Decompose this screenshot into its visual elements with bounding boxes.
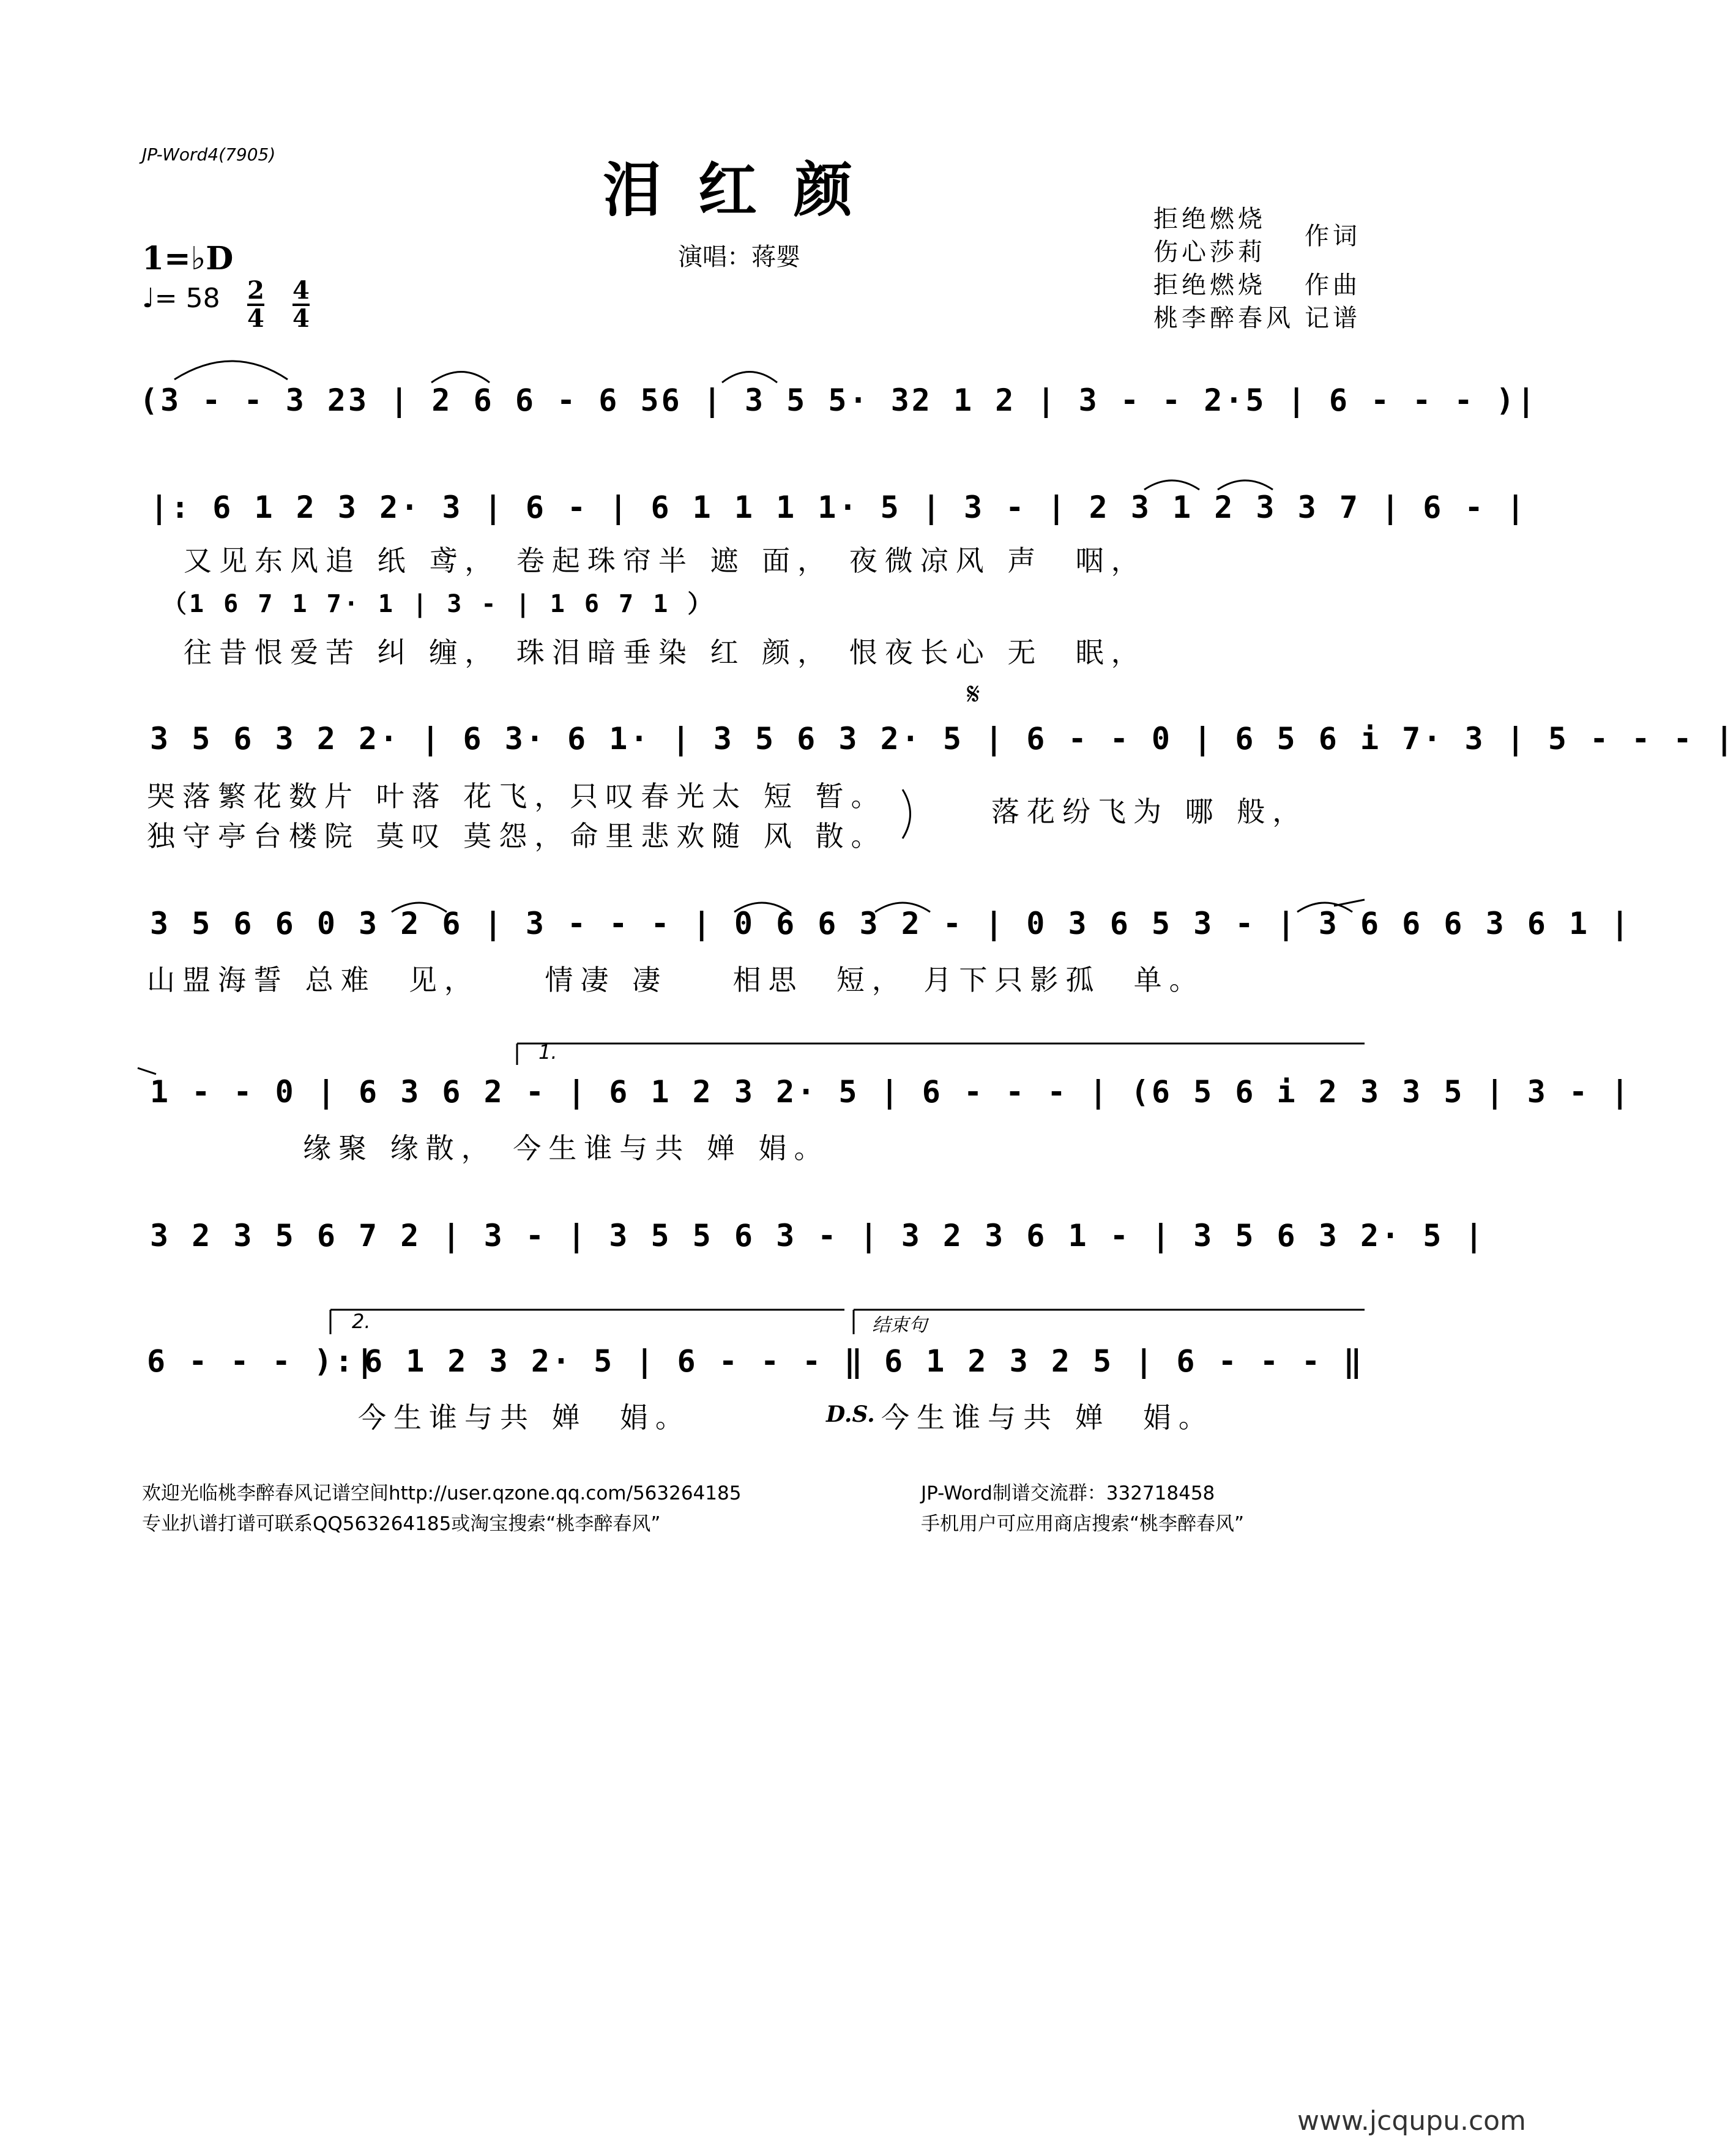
credit-role-transcriber: 记谱: [1305, 304, 1361, 332]
score-line-7c: 6 1 2 3 2 5 | 6 - - - ‖: [884, 1343, 1365, 1379]
score-line-7a: 6 - - - ):|: [147, 1343, 377, 1379]
lyric-line-2b: 往昔恨爱苦 纠 缠， 珠泪暗垂染 红 颜， 恨夜长心 无 眠，: [184, 636, 1147, 669]
segno-sign: 𝄋: [967, 676, 980, 712]
watermark: www.jcqupu.com: [1297, 2105, 1526, 2137]
time-signature-1: 2 4: [247, 276, 264, 333]
score-line-5: 1 - - 0 | 6 3 6 2 - | 6 1 2 3 2· 5 | 6 - - - | (6 5 6 i 2 3 3 5 | 3 - |: [150, 1074, 1632, 1110]
score-line-3: 3 5 6 3 2 2· | 6 3· 6 1· | 3 5 6 3 2· 5 | 6 - - 0 | 6 5 6 i 7· 3 | 5 - - - |: [150, 721, 1736, 756]
footer-line-1-right: JP-Word制谱交流群：332718458: [921, 1482, 1215, 1504]
credit-transcriber: 桃李醉春风: [1153, 304, 1294, 332]
score-line-4: 3 5 6 6 0 3 2 6 | 3 - - - | 0 6 6 3 2 - | 0 3 6 5 3 - | 3 6 6 6 3 6 1 |: [150, 906, 1632, 941]
credit-lyricist-1: 拒绝燃烧: [1153, 205, 1266, 233]
credit-composer: 拒绝燃烧: [1153, 271, 1266, 299]
lyric-line-3-right: 落花纷飞为 哪 般，: [991, 795, 1308, 828]
tempo-marking: ♩= 58: [142, 283, 220, 314]
score-line-2-alt: （1 6 7 1 7· 1 | 3 - | 1 6 7 1 ）: [162, 590, 715, 618]
volta-2-label: 2.: [352, 1310, 371, 1333]
lyric-line-3a: 哭落繁花数片 叶落 花飞，只叹春光太 短 暂。: [147, 780, 887, 813]
lyric-line-4: 山盟海誓 总难 见， 情凄 凄 相思 短， 月下只影孤 单。: [147, 963, 1205, 996]
ending-label: 结束句: [872, 1315, 927, 1336]
score-line-7b: 6 1 2 3 2· 5 | 6 - - - ‖: [364, 1343, 865, 1379]
credit-role-composer: 作曲: [1305, 271, 1361, 299]
time-signature-2: 4 4: [292, 276, 310, 333]
score-line-2: |: 6 1 2 3 2· 3 | 6 - | 6 1 1 1 1· 5 | 3 - | 2 3 1 2 3 3 7 | 6 - |: [150, 490, 1527, 525]
singer-label: 演唱：蒋婴: [678, 243, 800, 271]
footer-line-1-left: 欢迎光临桃李醉春风记谱空间http://user.qzone.qq.com/563264185: [142, 1482, 742, 1504]
volta-1-label: 1.: [538, 1040, 557, 1064]
software-label: JP-Word4(7905): [142, 144, 276, 165]
lyric-line-3b: 独守亭台楼院 莫叹 莫怨，命里悲欢随 风 散。: [147, 820, 887, 853]
song-title: 泪红颜: [603, 155, 889, 225]
footer-line-2-left: 专业扒谱打谱可联系QQ563264185或淘宝搜索“桃李醉春风”: [142, 1513, 661, 1535]
score-line-1: (3 - - 3 23 | 2 6 6 - 6 56 | 3 5 5· 32 1 2 | 3 - - 2·5 | 6 - - - )|: [140, 383, 1538, 418]
lyric-line-7b: 今生谁与共 婵 娟。: [358, 1401, 691, 1434]
lyric-line-5: 缘聚 缘散， 今生谁与共 婵 娟。: [303, 1132, 830, 1165]
credit-role-lyrics: 作词: [1305, 222, 1361, 250]
credit-lyricist-2: 伤心莎莉: [1153, 238, 1266, 266]
lyric-line-2a: 又见东风追 纸 鸢， 卷起珠帘半 遮 面， 夜微凉风 声 咽，: [184, 544, 1147, 577]
key-signature: 1=♭D: [142, 240, 234, 277]
da-segno-mark: D.S.: [826, 1402, 875, 1427]
lyric-line-7c: 今生谁与共 婵 娟。: [881, 1401, 1214, 1434]
footer-line-2-right: 手机用户可应用商店搜索“桃李醉春风”: [921, 1513, 1245, 1535]
score-line-6: 3 2 3 5 6 7 2 | 3 - | 3 5 5 6 3 - | 3 2 3 6 1 - | 3 5 6 3 2· 5 |: [150, 1218, 1486, 1253]
